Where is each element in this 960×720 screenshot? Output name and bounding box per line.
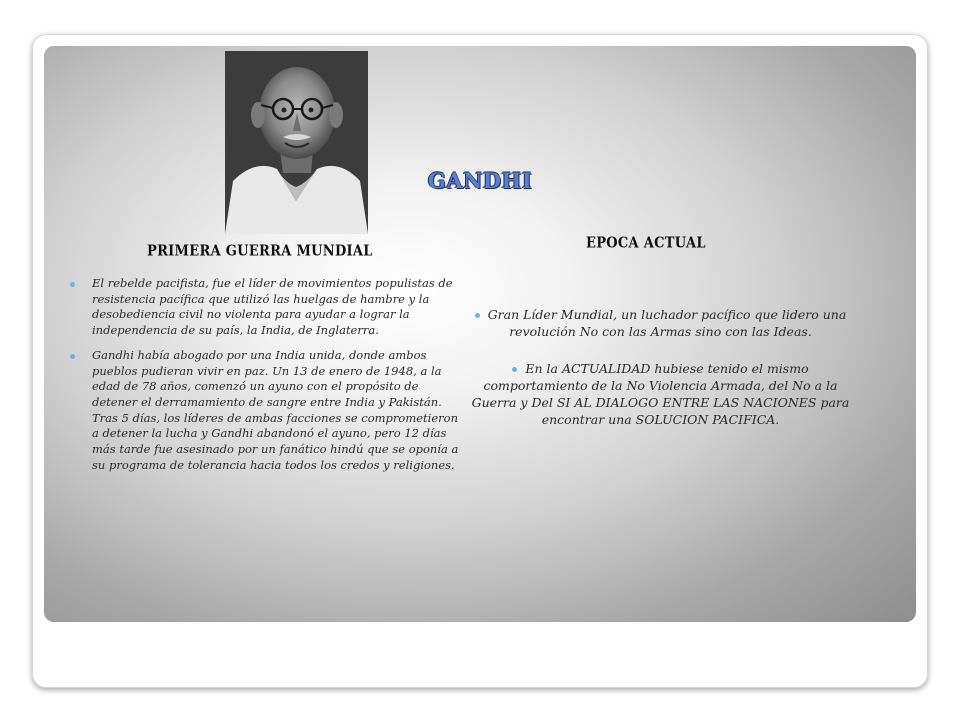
slide [44,46,916,622]
portrait-photo [225,51,368,234]
right-bullet-list [468,306,853,448]
bullet-icon [512,367,517,372]
slide-title: GANDHI [427,168,533,193]
left-bullet-list [64,276,462,482]
list-item: Gandhi había abogado por una India unida, donde ambos pueblos pudieran vivir en paz. Un 13 de enero de 1948, a la edad de 78 años, comenzó un ayuno con el propósito de detener el derramamiento de sangre entre India y Pakistán. Tras 5 días, los líderes de ambas facciones se comprometieron a detener la lucha y Gandhi abandonó el ayuno, pero 12 días más tarde fue asesinado por un fanático hindú que se oponía a su programa de tolerancia hacia todos los credos y religiones. [92,348,462,474]
list-item: El rebelde pacifista, fue el líder de movimientos populistas de resistencia pacífica que utilizó las huelgas de hambre y la desobediencia civil no violenta para ayudar a lograr la independencia de su país, la India, de Inglaterra. [92,276,462,339]
list-item-text: Gran Líder Mundial, un luchador pacífico que lidero una revolución No con las Armas sino con las Ideas. [487,307,847,339]
right-column-heading: EPOCA ACTUAL [586,234,706,253]
list-item-text: En la ACTUALIDAD hubiese tenido el mismo comportamiento de la No Violencia Armada, del No a la Guerra y Del SI AL DIALOGO ENTRE LAS NACIONES para encontrar una SOLUCION PACIFICA. [471,361,850,427]
list-item [468,306,853,340]
left-column-heading: PRIMERA GUERRA MUNDIAL [147,242,373,261]
list-item [468,360,853,428]
bullet-icon [475,313,480,318]
